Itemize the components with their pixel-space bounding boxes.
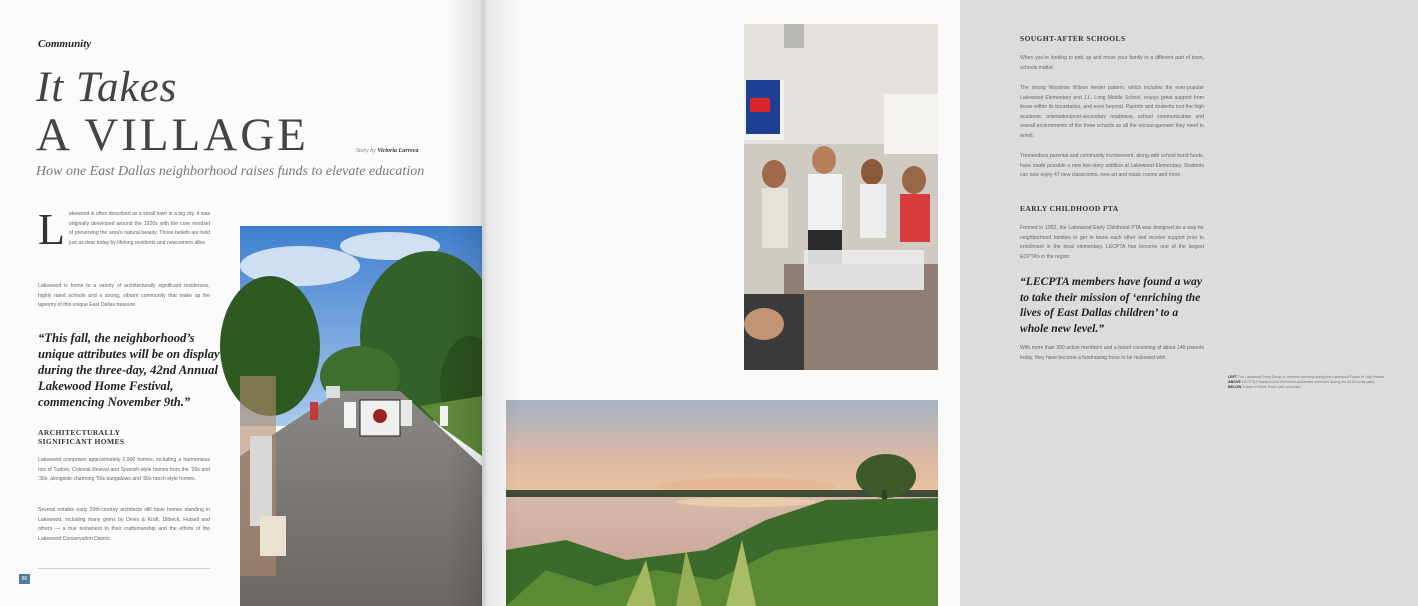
party-photo [744,24,938,370]
pta-paragraph-2: With more than 300 active members and a board consisting of about 140 parents today, they have become a fundraising force to be reckoned with. [1020,345,1204,361]
caption-below [1228,385,1418,390]
subhead-homes-line-2: SIGNIFICANT HOMES [38,437,125,446]
lake-sunset-photo [506,400,938,606]
pull-quote-left [38,330,224,410]
byline [356,148,419,154]
caption-above-label: ABOVE [1228,380,1241,384]
right-page [482,0,1386,606]
paragraph-4: Several notable early 20th-century architects still have homes standing in Lakewood, including many gems by Dines & Kraft, Dilbeck, Hutsell and others — a true testament to their craftsmanship and the efforts of the Lakewood Conservation District. [38,507,210,542]
caption-above-text: LECPTA President Ana Whitcomb addresses members during the 2018 social party. [1241,380,1376,384]
footer-rule [38,568,210,569]
byline-prefix: Story by [356,148,376,154]
subhead-homes [38,428,210,446]
pull-quote-right: “LECPTA members have found a way to take their mission of ‘enriching the lives of East Dallas children’ to a whole new level.” [1020,275,1202,335]
subhead-schools: SOUGHT-AFTER SCHOOLS [1020,34,1126,43]
pta-paragraph-1: Formed in 1952, the Lakewood Early Childhood PTA was designed as a way for neighborhood families to get to know each other and receive support prior to enrollment in the local elementary. LECPTA has become one of the largest ECPTA’s in the region. [1020,225,1204,260]
subhead-homes-line-1: ARCHITECTURALLY [38,428,121,437]
byline-author: Victoria Lurreca [377,148,419,154]
section-label: Community [38,38,92,50]
schools-paragraph-1: When you’re looking to pick up and move your family to a different part of town, schools matter. [1020,55,1204,71]
caption-below-label: BELOW [1228,385,1242,389]
subhead-pta: EARLY CHILDHOOD PTA [1020,204,1119,213]
caption-below-text: A view of White Rock Lake at sunset. [1242,385,1302,389]
intro-paragraph [38,205,210,254]
title-line-1: It Takes [36,64,178,111]
title-line-2: A VILLAGE [36,109,309,161]
schools-paragraph-2: The strong Woodrow Wilson feeder pattern, which includes the ever-popular Lakewood Elementary and J.L. Long Middle School, enjoys great support from those within its boundaries, and even beyond. Parents and students tout the high academic orientation/post-secondary readiness, school communication and overall environments of the three schools as all the encouragement they need to enroll. [1020,85,1204,139]
caption-left-text: The Lakewood Pony Group is revealed annually during the Lakewood Fourth of July Parade. [1237,375,1386,379]
paragraph-3: Lakewood comprises approximately 2,900 homes, including a harmonious mix of Tudors, Colonial Revival and Spanish-style homes from the ’20s and ’30s, alongside charming ’50s bungalows and ’60s ranch-style homes. [38,457,210,483]
schools-paragraph-3: Tremendous parental and community involvement, along with school bond funds, have made possible a new two-story addition at Lakewood Elementary. Students can now enjoy 47 new classrooms, new art and music rooms and more. [1020,153,1204,179]
pull-quote-left-text: “This fall, the neighborhood’s unique attributes will be on display during the three-day, 42nd Annual Lakewood Home Festival, commencing November 9th.” [38,331,220,409]
parade-photo [240,226,482,606]
intro-text: akewood is often described as a small town in a big city. It was originally developed around the 1920s with the core mindset of preserving the area's natural beauty. Those beliefs are held just as dear today by lifelong residents and newcomers alike. [68,211,210,246]
paragraph-2: Lakewood is home to a variety of architecturally significant residences, highly rated schools and a strong, vibrant community that make up the tapestry of this unique East Dallas treasure. [38,283,210,309]
drop-cap: L [38,205,65,254]
left-page [0,0,482,606]
subtitle: How one East Dallas neighborhood raises funds to elevate education [36,164,425,179]
page-number: 86 [19,574,30,584]
caption-left-label: LEFT [1228,375,1237,379]
photo-captions [1228,375,1418,390]
